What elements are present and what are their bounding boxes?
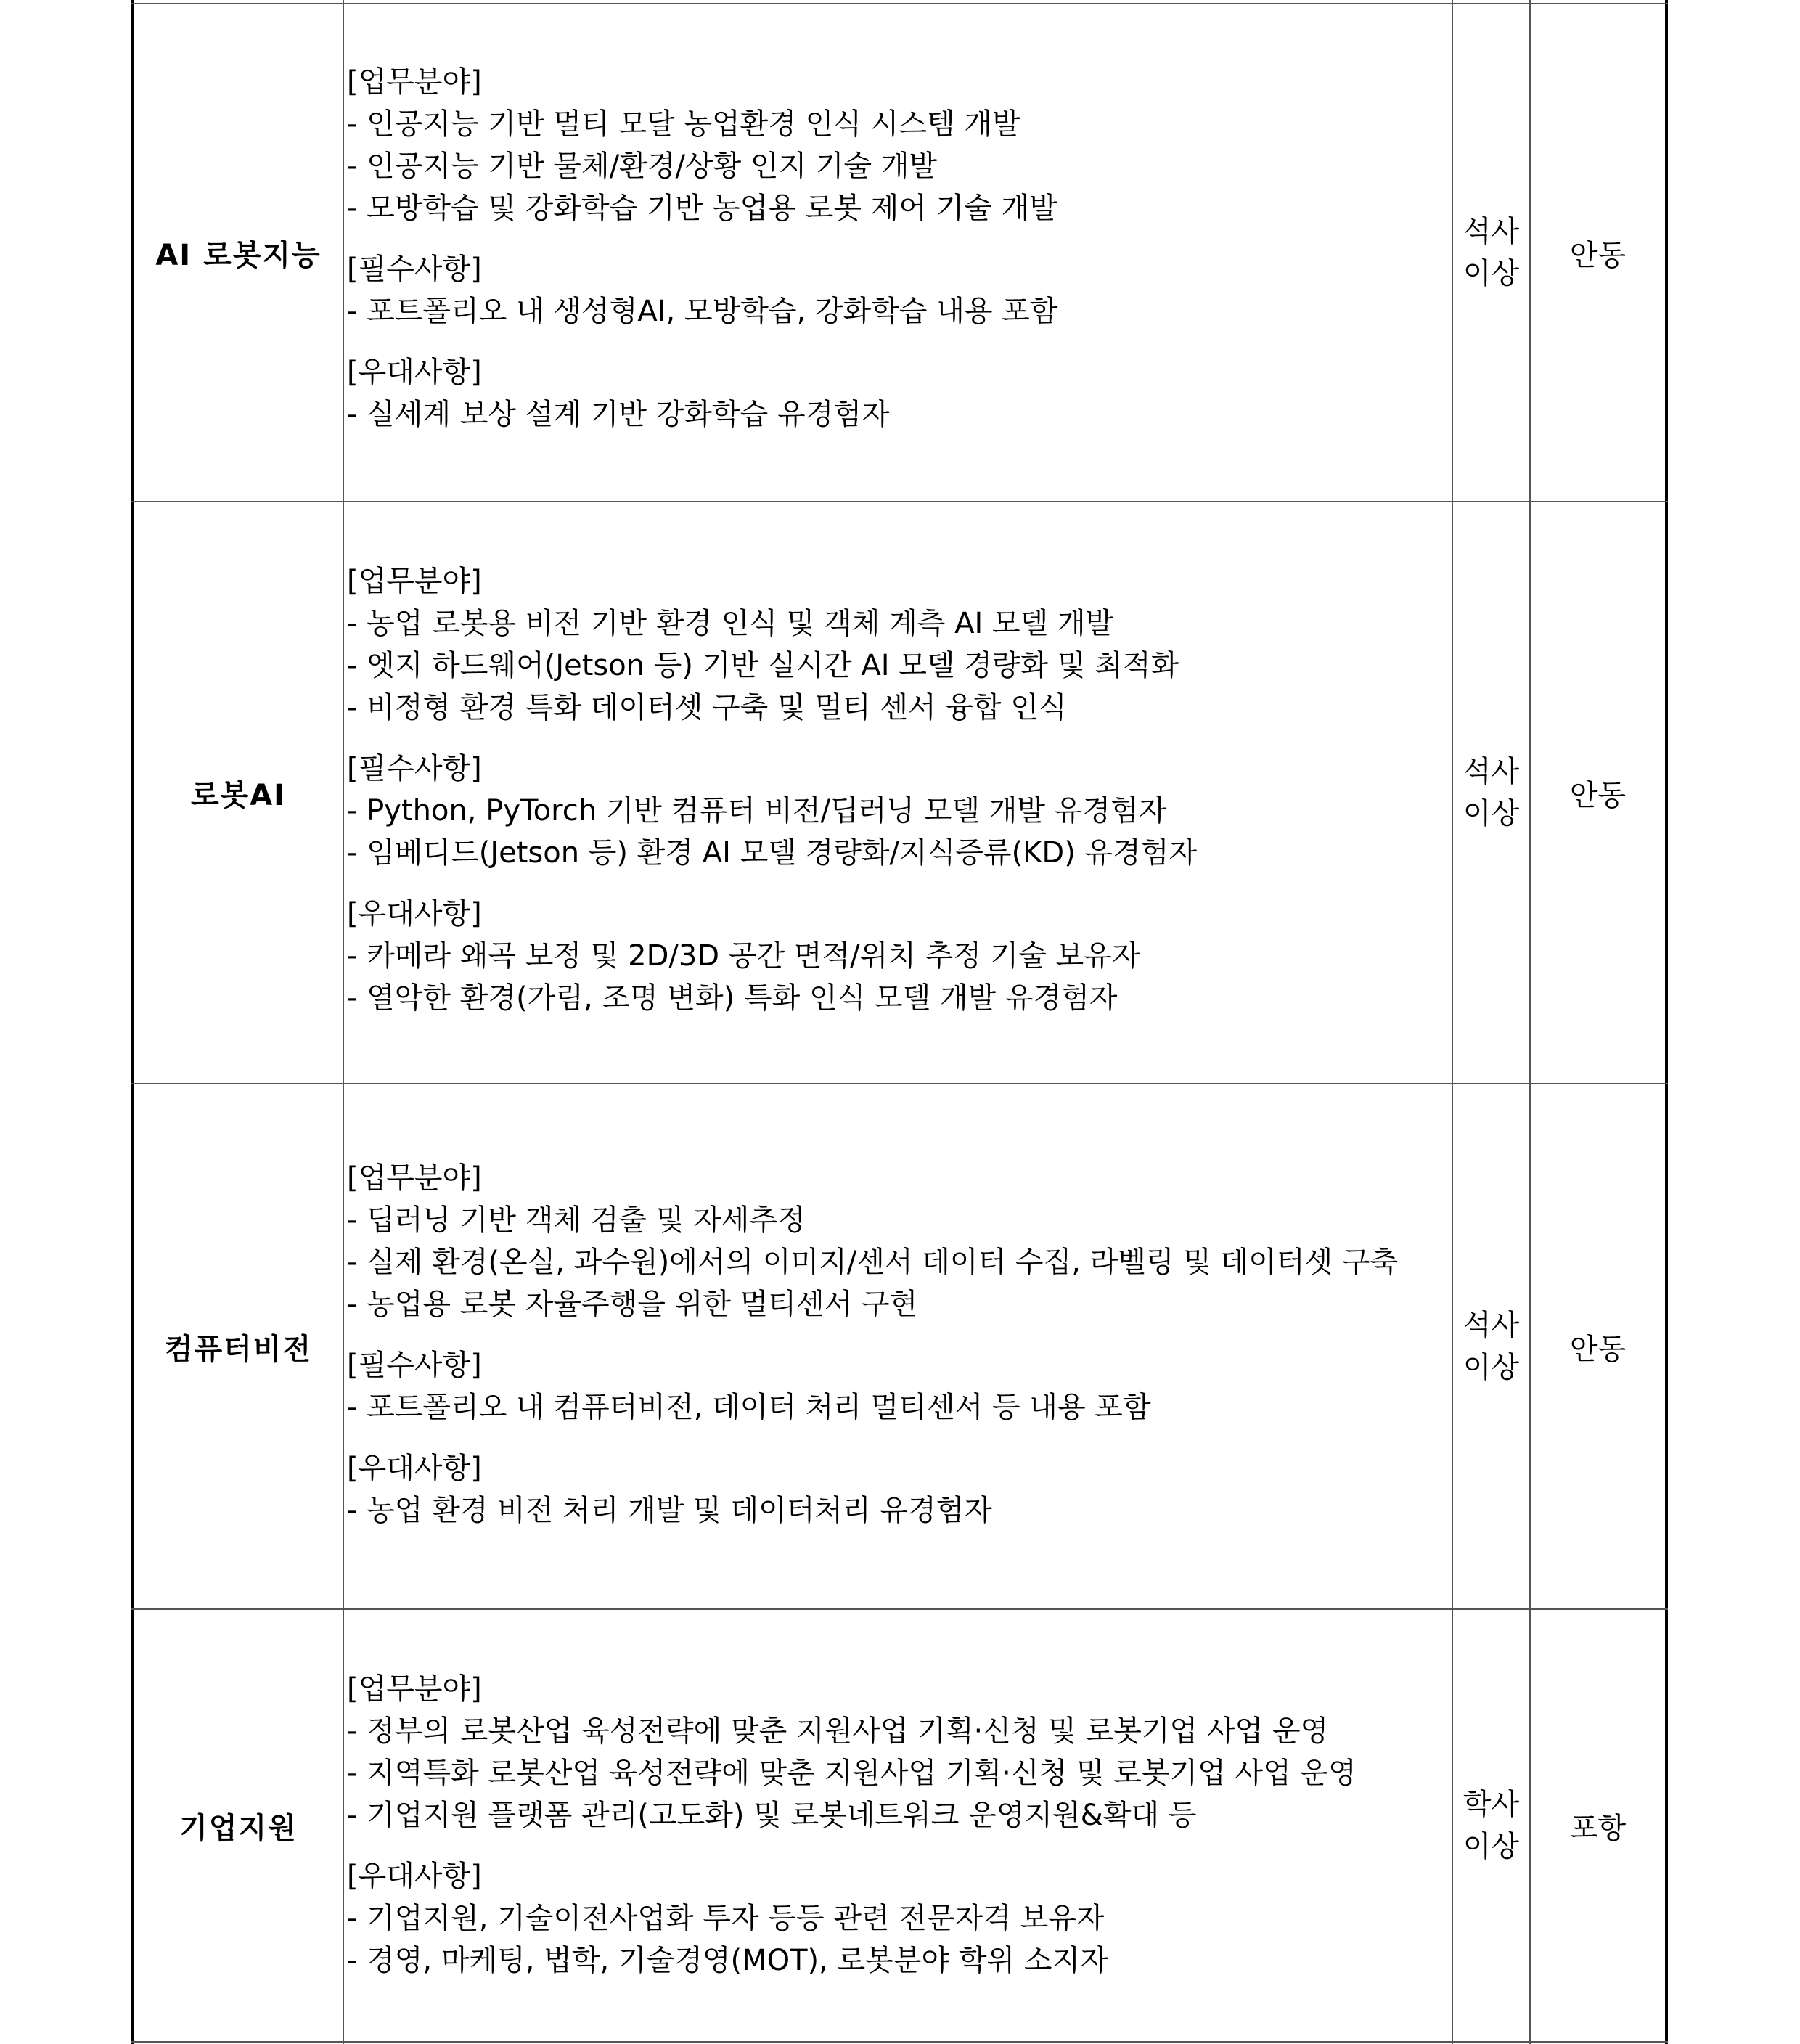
degree-requirement: [1453, 4, 1529, 501]
degree-requirement: [1453, 1610, 1529, 2041]
position-description: [347, 1157, 1450, 1532]
position-title: [134, 4, 343, 501]
degree-level: 석사: [1462, 215, 1520, 248]
list-item: - 농업용 로봇 자율주행을 위한 멀티센서 구현: [347, 1288, 918, 1321]
section-header: [필수사항]: [347, 1349, 482, 1382]
section-header: [업무분야]: [347, 65, 482, 99]
table-row: [134, 4, 1665, 501]
list-item: - 정부의 로봇산업 육성전략에 맞춘 지원사업 기획·신청 및 로봇기업 사업 운영: [347, 1714, 1329, 1748]
position-title: [134, 1610, 343, 2041]
section-header: [우대사항]: [347, 356, 482, 389]
list-item: - 열악한 환경(가림, 조명 변화) 특화 인식 모델 개발 유경험자: [347, 981, 1118, 1015]
list-item: - 비정형 환경 특화 데이터셋 구축 및 멀티 센서 융합 인식: [347, 691, 1067, 724]
section-header: [필수사항]: [347, 752, 482, 785]
table-border-right: [1665, 0, 1668, 2044]
position-title-text: AI 로봇지능: [155, 238, 322, 272]
work-location-text: 안동: [1569, 238, 1627, 272]
list-item: - 인공지능 기반 멀티 모달 농업환경 인식 시스템 개발: [347, 107, 1020, 141]
position-title-text: 컴퓨터비전: [164, 1332, 313, 1366]
table-row: [134, 502, 1665, 1083]
degree-qualifier: 이상: [1462, 797, 1520, 830]
degree-qualifier: 이상: [1462, 1351, 1520, 1384]
degree-qualifier: 이상: [1462, 1830, 1520, 1863]
list-item: - 포트폴리오 내 컴퓨터비전, 데이터 처리 멀티센서 등 내용 포함: [347, 1391, 1151, 1424]
duty-section: [347, 1157, 1450, 1325]
position-description: [347, 1668, 1450, 1982]
list-item: - 농업 로봇용 비전 기반 환경 인식 및 객체 계측 AI 모델 개발: [347, 607, 1114, 640]
duty-section: [347, 1668, 1450, 1836]
position-title-text: 기업지원: [179, 1811, 298, 1845]
list-item: - 농업 환경 비전 처리 개발 및 데이터처리 유경험자: [347, 1494, 992, 1527]
section-header: [우대사항]: [347, 1860, 482, 1893]
row-divider: [131, 2041, 1668, 2043]
required-section: [347, 748, 1450, 874]
work-location: [1531, 1084, 1665, 1608]
required-section: [347, 248, 1450, 332]
list-item: - 경영, 마케팅, 법학, 기술경영(MOT), 로봇분야 학위 소지자: [347, 1944, 1108, 1977]
section-header: [업무분야]: [347, 565, 482, 598]
work-location-text: 안동: [1569, 778, 1627, 812]
duty-section: [347, 61, 1450, 229]
list-item: - 지역특화 로봇산업 육성전략에 맞춘 지원사업 기획·신청 및 로봇기업 사업 운영: [347, 1757, 1357, 1790]
section-header: [우대사항]: [347, 1452, 482, 1485]
degree-qualifier: 이상: [1462, 257, 1520, 290]
section-header: [필수사항]: [347, 253, 482, 286]
list-item: - 딥러닝 기반 객체 검출 및 자세추정: [347, 1203, 806, 1237]
preferred-section: [347, 351, 1450, 436]
list-item: - 임베디드(Jetson 등) 환경 AI 모델 경량화/지식증류(KD) 유경험자: [347, 836, 1198, 870]
position-title: [134, 502, 343, 1083]
work-location: [1531, 1610, 1665, 2041]
list-item: - 실세계 보상 설계 기반 강화학습 유경험자: [347, 398, 890, 431]
required-section: [347, 1344, 1450, 1428]
degree-level: 석사: [1462, 1309, 1520, 1342]
degree-requirement: [1453, 502, 1529, 1083]
table-row: [134, 1084, 1665, 1608]
duty-section: [347, 560, 1450, 729]
position-description: [347, 61, 1450, 436]
degree-requirement: [1453, 1084, 1529, 1608]
work-location: [1531, 4, 1665, 501]
position-title: [134, 1084, 343, 1608]
list-item: - 포트폴리오 내 생성형AI, 모방학습, 강화학습 내용 포함: [347, 295, 1058, 328]
list-item: - 카메라 왜곡 보정 및 2D/3D 공간 면적/위치 추정 기술 보유자: [347, 939, 1140, 973]
list-item: - 실제 환경(온실, 과수원)에서의 이미지/센서 데이터 수집, 라벨링 및 데이터셋 구축: [347, 1246, 1399, 1279]
list-item: - 기업지원 플랫폼 관리(고도화) 및 로봇네트워크 운영지원&확대 등: [347, 1799, 1197, 1832]
section-header: [업무분야]: [347, 1161, 482, 1195]
list-item: - 모방학습 및 강화학습 기반 농업용 로봇 제어 기술 개발: [347, 192, 1058, 225]
degree-level: 학사: [1462, 1788, 1520, 1821]
position-title-text: 로봇AI: [190, 778, 287, 812]
work-location: [1531, 502, 1665, 1083]
degree-level: 석사: [1462, 755, 1520, 788]
work-location-text: 포항: [1569, 1811, 1627, 1845]
position-description: [347, 560, 1450, 1019]
preferred-section: [347, 893, 1450, 1019]
list-item: - 기업지원, 기술이전사업화 투자 등등 관련 전문자격 보유자: [347, 1902, 1105, 1935]
list-item: - 인공지능 기반 물체/환경/상황 인지 기술 개발: [347, 150, 938, 183]
preferred-section: [347, 1447, 1450, 1532]
section-header: [업무분야]: [347, 1672, 482, 1706]
table-row: [134, 1610, 1665, 2041]
list-item: - 엣지 하드웨어(Jetson 등) 기반 실시간 AI 모델 경량화 및 최적화: [347, 649, 1179, 682]
list-item: - Python, PyTorch 기반 컴퓨터 비전/딥러닝 모델 개발 유경험자: [347, 794, 1167, 827]
section-header: [우대사항]: [347, 897, 482, 931]
preferred-section: [347, 1855, 1450, 1982]
work-location-text: 안동: [1569, 1332, 1627, 1366]
